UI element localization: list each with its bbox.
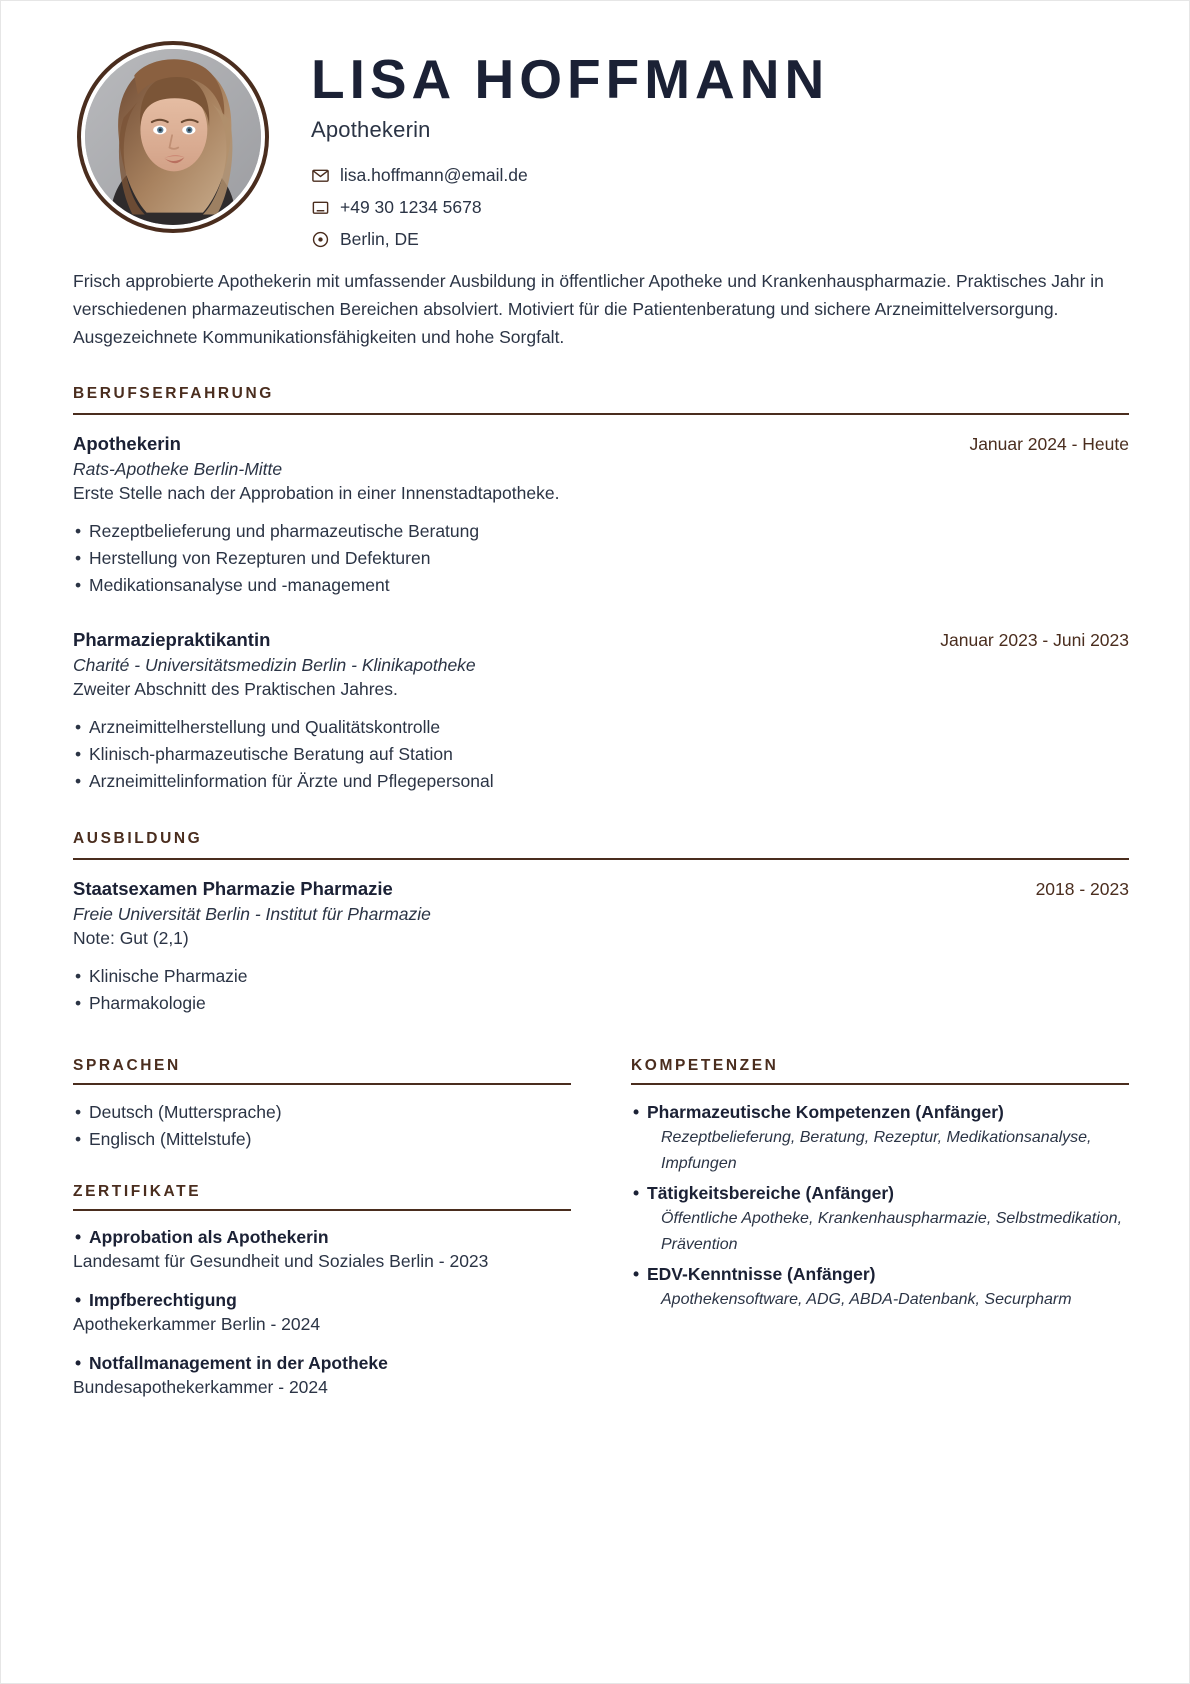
experience-position: Pharmaziepraktikantin — [73, 629, 271, 651]
education-grade: Note: Gut (2,1) — [73, 927, 189, 948]
section-skills — [631, 1057, 1129, 1314]
phone-icon — [311, 198, 330, 217]
experience-entry — [73, 433, 1129, 599]
experience-description: Zweiter Abschnitt des Praktischen Jahres. — [73, 679, 398, 700]
envelope-icon — [311, 166, 330, 185]
certificate-name: • Impfberechtigung — [73, 1290, 571, 1311]
contact-phone[interactable] — [311, 197, 1129, 218]
resume-header — [73, 31, 1129, 261]
section-title-skills: KOMPETENZEN — [631, 1056, 779, 1074]
contact-phone-value: +49 30 1234 5678 — [340, 196, 482, 217]
education-entry — [73, 878, 1129, 1017]
job-role: Apothekerin — [311, 116, 431, 142]
list-item — [631, 1261, 1129, 1314]
experience-bullets — [73, 714, 1129, 795]
professional-summary: Frisch approbierte Apothekerin mit umfassender Ausbildung in öffentlicher Apotheke und Krankenhauspharmazie. Praktisches Jahr in verschiedenen pharmazeutischen Bereichen absolviert. Motiviert für die Patientenberatung und sichere Arzneimittelversorgung. Ausgezeichnete Kommunikationsfähigkeiten und hohe Sorgfalt. — [73, 270, 1104, 347]
list-item: • Englisch (Mittelstufe) — [73, 1126, 571, 1153]
experience-entry — [73, 629, 1129, 795]
education-degree: Staatsexamen Pharmazie Pharmazie — [73, 877, 393, 899]
skill-name: • EDV-Kenntnisse (Anfänger) — [631, 1261, 1129, 1287]
list-item: • Arzneimittelherstellung und Qualitätskontrolle — [73, 714, 1129, 741]
list-item: • Arzneimittelinformation für Ärzte und Pflegepersonal — [73, 768, 1129, 795]
skills-list — [631, 1099, 1129, 1314]
education-entry-header — [73, 878, 1129, 900]
bottom-columns — [73, 1057, 1129, 1416]
section-certificates — [73, 1183, 571, 1398]
section-experience — [73, 385, 1129, 796]
skill-name: • Pharmazeutische Kompetenzen (Anfänger) — [631, 1099, 1129, 1125]
experience-date: Januar 2024 - Heute — [969, 433, 1129, 454]
list-item — [73, 1227, 571, 1272]
education-date: 2018 - 2023 — [1035, 878, 1129, 899]
header-text-block — [269, 31, 1129, 261]
experience-organization: Charité - Universitätsmedizin Berlin - Klinikapotheke — [73, 655, 476, 676]
section-divider — [73, 413, 1129, 415]
section-divider — [73, 1083, 571, 1085]
list-item — [73, 1353, 571, 1398]
certificate-issuer: Landesamt für Gesundheit und Soziales Berlin - 2023 — [73, 1251, 489, 1271]
list-item: • Herstellung von Rezepturen und Defekturen — [73, 545, 1129, 572]
section-title-education: AUSBILDUNG — [73, 829, 203, 847]
list-item: • Rezeptbelieferung und pharmazeutische Beratung — [73, 518, 1129, 545]
right-column — [631, 1057, 1129, 1416]
skill-detail: Apothekensoftware, ADG, ABDA-Datenbank, Securpharm — [661, 1291, 1072, 1309]
section-education — [73, 830, 1129, 1017]
skill-name: • Tätigkeitsbereiche (Anfänger) — [631, 1180, 1129, 1206]
skill-detail: Öffentliche Apotheke, Krankenhauspharmazie, Selbstmedikation, Prävention — [661, 1210, 1123, 1254]
page-title: LISA HOFFMANN — [311, 48, 830, 110]
contact-email[interactable] — [311, 165, 1129, 186]
section-divider — [73, 1209, 571, 1211]
location-pin-icon — [311, 230, 330, 249]
certificates-list — [73, 1227, 571, 1398]
section-title-languages: SPRACHEN — [73, 1056, 181, 1074]
contact-location-value: Berlin, DE — [340, 228, 419, 249]
experience-date: Januar 2023 - Juni 2023 — [940, 630, 1129, 651]
list-item: • Pharmakologie — [73, 990, 1129, 1017]
certificate-name: • Approbation als Apothekerin — [73, 1227, 571, 1248]
list-item: • Klinisch-pharmazeutische Beratung auf Station — [73, 741, 1129, 768]
list-item: • Medikationsanalyse und -management — [73, 572, 1129, 599]
certificate-name: • Notfallmanagement in der Apotheke — [73, 1353, 571, 1374]
section-languages — [73, 1057, 571, 1153]
contact-list — [311, 165, 1129, 250]
list-item: • Klinische Pharmazie — [73, 963, 1129, 990]
section-title-experience: BERUFSERFAHRUNG — [73, 384, 274, 402]
contact-location[interactable] — [311, 229, 1129, 250]
section-divider — [73, 858, 1129, 860]
languages-list — [73, 1099, 571, 1153]
experience-description: Erste Stelle nach der Approbation in einer Innenstadtapotheke. — [73, 482, 560, 503]
certificate-issuer: Apothekerkammer Berlin - 2024 — [73, 1314, 321, 1334]
education-institution: Freie Universität Berlin - Institut für Pharmazie — [73, 903, 431, 924]
section-title-certificates: ZERTIFIKATE — [73, 1183, 202, 1200]
avatar-photo — [85, 49, 261, 225]
experience-entry-header — [73, 629, 1129, 651]
education-bullets — [73, 963, 1129, 1017]
left-column — [73, 1057, 571, 1416]
experience-organization: Rats-Apotheke Berlin-Mitte — [73, 458, 283, 479]
contact-email-value: lisa.hoffmann@email.de — [340, 164, 528, 185]
list-item: • Deutsch (Muttersprache) — [73, 1099, 571, 1126]
experience-entry-header — [73, 433, 1129, 455]
avatar — [77, 41, 269, 233]
list-item — [631, 1180, 1129, 1259]
section-divider — [631, 1083, 1129, 1085]
experience-position: Apothekerin — [73, 432, 181, 454]
certificate-issuer: Bundesapothekerkammer - 2024 — [73, 1377, 328, 1397]
experience-bullets — [73, 518, 1129, 599]
list-item — [73, 1290, 571, 1335]
list-item — [631, 1099, 1129, 1178]
skill-detail: Rezeptbelieferung, Beratung, Rezeptur, Medikationsanalyse, Impfungen — [661, 1129, 1092, 1173]
